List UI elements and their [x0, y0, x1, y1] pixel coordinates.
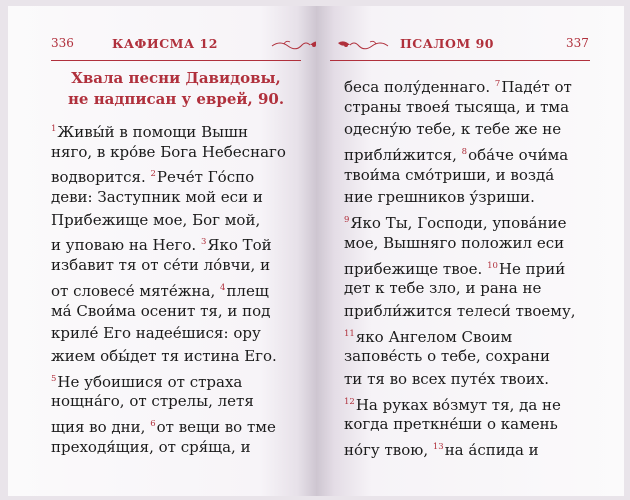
- text-line: [51, 163, 306, 186]
- floral-vine-ornament-icon: [270, 38, 316, 52]
- line-text: ма́ Свои́ма осенит тя, и под: [51, 301, 271, 320]
- line-text: одесну́ю тебе, к тебе же не: [344, 120, 562, 139]
- line-text: беса полу́деннаго.: [344, 78, 495, 96]
- line-text: На руках во́змут тя, да не: [355, 395, 561, 414]
- line-text: на а́спида и: [444, 441, 539, 459]
- line-text: от словесе́ мяте́жна,: [51, 281, 221, 300]
- verse-number: 1: [51, 124, 57, 134]
- verse-number: 8: [461, 147, 468, 158]
- line-text: но́гу твою,: [344, 441, 433, 459]
- text-line: [51, 390, 306, 413]
- text-line: [344, 164, 612, 187]
- left-page-number: 336: [51, 36, 74, 50]
- text-line: [51, 277, 306, 300]
- verse-number: 5: [51, 373, 57, 384]
- line-text: оба́че очи́ма: [468, 146, 569, 164]
- text-line: [51, 209, 306, 232]
- text-line: [51, 436, 306, 459]
- line-text: мое, Вышняго положил еси: [344, 233, 565, 252]
- text-line: [344, 141, 612, 164]
- line-text: преходя́щия, от сря́ща, и: [51, 437, 251, 456]
- text-line: [51, 300, 306, 323]
- verse-number: 10: [487, 260, 498, 271]
- line-text: водворится.: [51, 168, 151, 187]
- verse-number: 13: [432, 442, 444, 452]
- line-text: дет к тебе зло, и рана не: [344, 279, 542, 298]
- left-page-text: [51, 118, 306, 458]
- line-text: ние грешников у́зриши.: [344, 188, 535, 207]
- book-spread: [8, 6, 624, 496]
- verse-number: 12: [344, 396, 355, 407]
- line-text: прибли́жится телеси́ твоему,: [344, 301, 576, 320]
- text-line: [344, 73, 612, 96]
- left-page: [8, 6, 316, 496]
- verse-number: 4: [220, 282, 226, 293]
- floral-vine-ornament-icon: [330, 38, 390, 52]
- line-text: криле́ Его надее́шися: ору: [51, 324, 261, 343]
- text-line: [344, 368, 612, 391]
- text-line: [344, 255, 612, 278]
- line-text: нощна́го, от стрелы, летя: [51, 392, 254, 411]
- line-text: Живы́й в помощи Вышн: [57, 123, 248, 141]
- line-text: прибли́жится,: [344, 146, 462, 164]
- text-line: [51, 118, 306, 141]
- text-line: [51, 254, 306, 277]
- text-line: [344, 323, 612, 346]
- line-text: щия во дни,: [51, 417, 151, 436]
- line-text: Не убоишися от страха: [57, 372, 243, 391]
- line-text: Не прии́: [498, 259, 566, 278]
- line-text: твои́ма смо́триши, и возда́: [344, 165, 555, 184]
- verse-number: 3: [200, 237, 207, 248]
- text-line: [344, 391, 612, 414]
- line-text: когда преткне́ши о камень: [344, 415, 558, 434]
- line-text: прибежище твое.: [344, 259, 488, 278]
- line-text: запове́сть о тебе, сохрани: [344, 347, 550, 366]
- line-text: и уповаю на Него.: [51, 236, 201, 255]
- text-line: [344, 118, 612, 141]
- right-running-header: ПСАЛОМ 90: [400, 36, 494, 51]
- left-header-rule: [51, 60, 301, 61]
- line-text: Яко Той: [207, 236, 272, 255]
- line-text: Паде́т от: [501, 78, 572, 96]
- line-text: страны твоея́ тысяща, и тма: [344, 97, 570, 116]
- right-header-rule: [330, 60, 590, 61]
- text-line: [344, 186, 612, 209]
- left-running-header: КАФИСМА 12: [112, 36, 218, 51]
- line-text: Прибежище мое, Бог мой,: [51, 210, 261, 229]
- text-line: [51, 413, 306, 436]
- psalm-heading: [51, 68, 301, 110]
- psalm-heading-line-1: Хвала песни Давидовы,: [71, 69, 281, 87]
- text-line: [51, 345, 306, 368]
- text-line: [51, 322, 306, 345]
- text-line: [344, 96, 612, 119]
- line-text: ти тя во всех путе́х твоих.: [344, 369, 550, 388]
- text-line: [344, 209, 612, 232]
- text-line: [344, 300, 612, 323]
- text-line: [344, 232, 612, 255]
- verse-number: 6: [150, 418, 156, 429]
- text-line: [51, 368, 306, 391]
- line-text: яко Ангелом Своим: [355, 327, 513, 346]
- text-line: [344, 413, 612, 436]
- line-text: избавит тя от се́ти ло́вчи, и: [51, 256, 271, 275]
- text-line: [344, 345, 612, 368]
- text-line: [344, 436, 612, 459]
- line-text: Рече́т Го́спо: [156, 168, 255, 187]
- verse-number: 9: [344, 215, 350, 226]
- right-page-number: 337: [566, 36, 589, 50]
- verse-number: 11: [344, 328, 355, 339]
- right-page: [316, 6, 624, 496]
- text-line: [51, 186, 306, 209]
- psalm-heading-line-2: не надписан у еврей, 90.: [67, 90, 285, 108]
- line-text: деви: Заступник мой еси и: [51, 188, 263, 207]
- text-line: [51, 231, 306, 254]
- verse-number: 7: [494, 79, 501, 89]
- text-line: [51, 141, 306, 164]
- verse-number: 2: [150, 169, 156, 180]
- text-line: [344, 277, 612, 300]
- line-text: няго, в кро́ве Бога Небеснаго: [51, 142, 286, 161]
- right-page-text: [344, 73, 612, 459]
- line-text: плещ: [226, 281, 269, 300]
- line-text: от вещи во тме: [156, 417, 276, 436]
- line-text: жием обы́дет тя истина Его.: [51, 346, 277, 365]
- line-text: Яко Ты, Господи, упова́ние: [350, 214, 567, 232]
